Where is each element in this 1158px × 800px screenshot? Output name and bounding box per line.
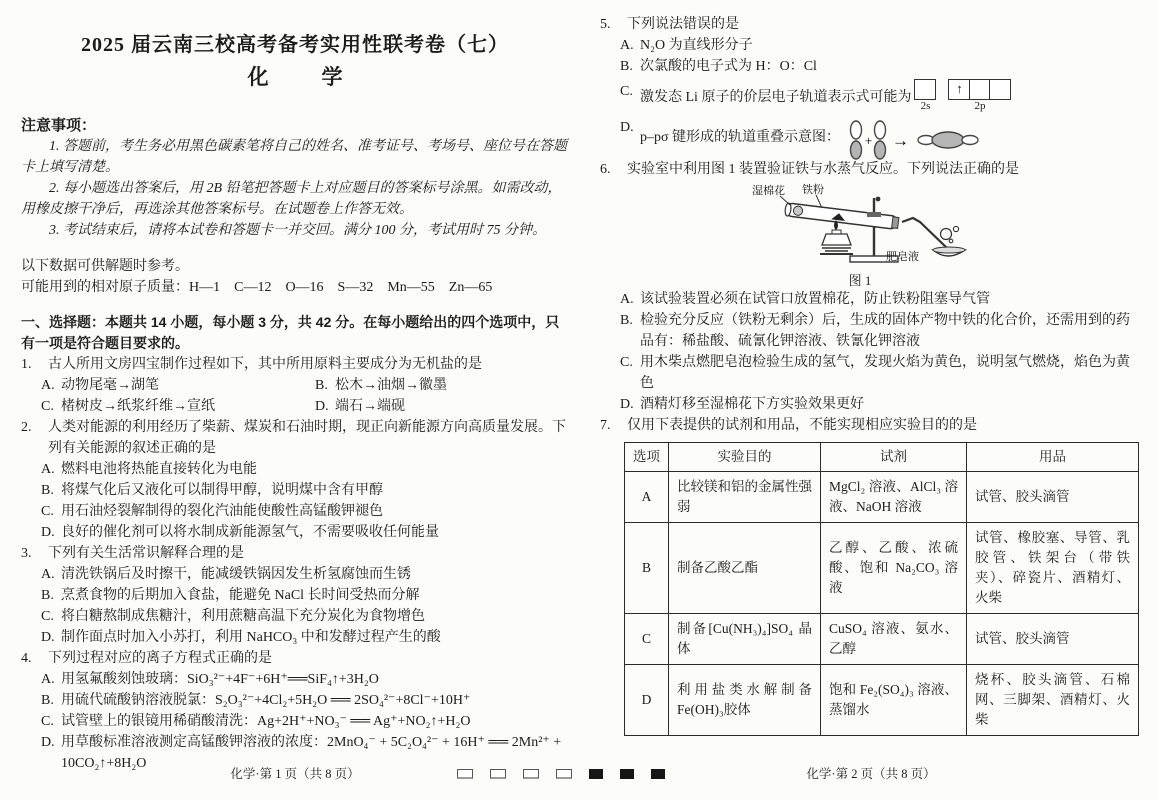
option-label: C.: [41, 714, 54, 729]
option-label: D.: [41, 525, 55, 540]
option-label: B.: [315, 378, 328, 393]
p-orbital-overlap-icon: [844, 119, 994, 161]
cell-supplies: 试管、胶头滴管: [967, 614, 1139, 665]
label-wet-cotton: 湿棉花: [752, 185, 785, 197]
orbital-label-2s: 2s: [920, 100, 931, 112]
option-5c: [600, 81, 1142, 115]
print-mark-outline: [457, 769, 473, 779]
option-label: A.: [620, 292, 634, 307]
stem-text: 仅用下表提供的试剂和用品，不能实现相应实验目的的是: [627, 418, 977, 433]
question-number: 7.: [600, 418, 611, 433]
stem-text: 古人所用文房四宝制作过程如下，其中所用原料主要成分为无机盐的是: [48, 357, 482, 372]
cell-supplies: 烧杯、胶头滴管、石棉网、三脚架、酒精灯、火柴: [967, 665, 1139, 736]
option-5a: [600, 35, 1142, 56]
question-number: 4.: [21, 651, 32, 666]
col-header-supplies: 用品: [967, 443, 1139, 472]
cell-reagents: CuSO₄ 溶液、氨水、乙醇: [821, 614, 967, 665]
label-soap-solution: 肥皂液: [886, 251, 919, 263]
option-label: B.: [41, 588, 54, 603]
option-label: B.: [41, 483, 54, 498]
print-mark-outline: [523, 769, 539, 779]
col-header-reagents: 试剂: [821, 443, 967, 472]
question-1-options-row-1: [21, 375, 569, 396]
option-text: 将白糖熬制成焦糖汁，利用蔗糖高温下充分炭化为食物增色: [61, 609, 425, 624]
cell-option: C: [625, 614, 669, 665]
cell-reagents: 饱和 Fe₂(SO₄)₃ 溶液、蒸馏水: [821, 665, 967, 736]
question-2-stem: [21, 417, 569, 459]
cell-option: A: [625, 472, 669, 523]
cell-option: D: [625, 665, 669, 736]
option-text: 燃料电池将热能直接转化为电能: [61, 462, 257, 477]
option-label: A.: [620, 38, 634, 53]
option-text: 次氯酸的电子式为 H：O：Cl: [640, 59, 817, 74]
option-6c: [600, 352, 1142, 394]
option-label: B.: [620, 313, 633, 328]
option-text: 烹煮食物的后期加入食盐，能避免 NaCl 长时间受热而分解: [61, 588, 420, 603]
cell-option: B: [625, 523, 669, 614]
svg-text:→: →: [892, 131, 910, 150]
question-1-stem: [21, 354, 569, 375]
option-text: p–pσ 键形成的轨道重叠示意图：: [640, 130, 841, 146]
stem-text: 下列有关生活常识解释合理的是: [48, 546, 244, 561]
question-number: 1.: [21, 357, 32, 372]
stem-text: 实验室中利用图 1 装置验证铁与水蒸气反应。下列说法正确的是: [627, 162, 1019, 177]
paper-title: 2025 届云南三校高考备考实用性联考卷（七）: [81, 34, 509, 56]
option-text: 激发态 Li 原子的价层电子轨道表示式可能为: [640, 90, 912, 106]
col-header-purpose: 实验目的: [669, 443, 821, 472]
table-header-row: [625, 443, 1139, 472]
orbital-box-2p-1: ↑: [948, 79, 970, 100]
option-3a: [21, 564, 569, 585]
option-2c: [21, 501, 569, 522]
option-text: 楮树皮→纸浆纤维→宣纸: [61, 399, 215, 414]
option-label: D.: [620, 397, 634, 412]
question-3-stem: [21, 543, 569, 564]
question-number: 2.: [21, 420, 32, 435]
option-text: 酒精灯移至湿棉花下方实验效果更好: [640, 397, 864, 412]
label-iron-powder: 铁粉: [802, 184, 824, 196]
option-label: A.: [41, 567, 55, 582]
cell-supplies: 试管、胶头滴管: [967, 472, 1139, 523]
option-label: B.: [41, 693, 54, 708]
print-mark-outline: [556, 769, 572, 779]
figure-1-caption: 图 1: [848, 273, 872, 288]
option-text: 检验充分反应（铁粉无剩余）后，生成的固体产物中铁的化合价，还需用到的药品有：稀盐酸、硫氰化钾溶液、铁氰化钾溶液: [640, 313, 1130, 349]
option-2a: [21, 459, 569, 480]
question-4-stem: [21, 648, 569, 669]
option-label: A.: [41, 378, 55, 393]
option-6d: [600, 394, 1142, 415]
option-label: C.: [41, 609, 54, 624]
option-3b: [21, 585, 569, 606]
option-6b: [600, 310, 1142, 352]
option-label: D.: [41, 630, 55, 645]
option-3c: [21, 606, 569, 627]
option-equation: 试管壁上的银镜用稀硝酸清洗：Ag+2H⁺+NO₃⁻ ══ Ag⁺+NO₂↑+H₂O: [61, 714, 471, 729]
paper-subject: 化 学: [247, 65, 359, 89]
notice-item-3: 3. 考试结束后，请将本试卷和答题卡一并交回。满分 100 分，考试用时 75 分钟。: [49, 223, 546, 238]
question-7-stem: [600, 415, 1142, 436]
option-label: D.: [620, 120, 634, 135]
option-equation: 用草酸标准溶液测定高锰酸钾溶液的浓度：2MnO₄⁻ + 5C₂O₄²⁻ + 16H⁺ ══ 2Mn²⁺ + 10CO₂↑+8H₂O: [61, 735, 562, 771]
cell-supplies: 试管、橡胶塞、导管、乳胶管、铁架台（带铁夹）、碎瓷片、酒精灯、火柴: [967, 523, 1139, 614]
figure-1-apparatus: [750, 182, 970, 289]
question-number: 3.: [21, 546, 32, 561]
notice-heading: 注意事项：: [21, 117, 97, 134]
orbital-box-2p-2: [969, 79, 991, 100]
question-number: 6.: [600, 162, 611, 177]
notice-item-1: 1. 答题前，考生务必用黑色碳素笔将自己的姓名、准考证号、考场号、座位号在答题卡上填写清楚。: [21, 139, 567, 175]
question-5-stem: [600, 14, 1142, 35]
page-1-column: [21, 0, 569, 774]
stem-text: 下列过程对应的离子方程式正确的是: [48, 651, 272, 666]
option-label: B.: [620, 59, 633, 74]
option-text: 用木柴点燃肥皂泡检验生成的氢气，发现火焰为黄色，说明氢气燃烧，焰色为黄色: [640, 355, 1130, 391]
col-header-option: 选项: [625, 443, 669, 472]
option-1c: [21, 396, 295, 417]
notice-item-2: 2. 每小题选出答案后，用 2B 铅笔把答题卡上对应题目的答案标号涂黑。如需改动，用橡皮擦干净后，再选涂其他答案标号。在试题卷上作答无效。: [21, 181, 562, 217]
option-4a: [21, 669, 569, 690]
option-label: A.: [41, 672, 55, 687]
cell-purpose: 利用盐类水解制备 Fe(OH)₃胶体: [669, 665, 821, 736]
q7-experiment-table: [624, 442, 1139, 736]
print-mark-filled: [589, 769, 603, 779]
cell-reagents: 乙醇、乙酸、浓硫酸、饱和 Na₂CO₃ 溶液: [821, 523, 967, 614]
apparatus-diagram: [750, 182, 970, 266]
table-row-d: [625, 665, 1139, 736]
table-row-c: [625, 614, 1139, 665]
option-1b: [295, 375, 569, 396]
cell-purpose: 比较镁和铝的金属性强弱: [669, 472, 821, 523]
reference-data: [21, 256, 569, 298]
option-2b: [21, 480, 569, 501]
orbital-box-2s: [914, 79, 936, 100]
section-heading: 一、选择题：本题共 14 小题，每小题 3 分，共 42 分。在每小题给出的四个选项中，只有一项是符合题目要求的。: [21, 314, 560, 351]
cell-reagents: MgCl₂ 溶液、AlCl₃ 溶液、NaOH 溶液: [821, 472, 967, 523]
orbital-label-2p: 2p: [974, 100, 986, 112]
option-text: 动物尾毫→湖笔: [61, 378, 159, 393]
option-1d: [295, 396, 569, 417]
option-equation: 用氢氟酸刻蚀玻璃：SiO₃²⁻+4F⁻+6H⁺══SiF₄↑+3H₂O: [61, 672, 379, 687]
option-label: C.: [620, 84, 633, 99]
table-row-b: [625, 523, 1139, 614]
orbital-box-2p-3: [989, 79, 1011, 100]
orbital-box-diagram: [914, 79, 1011, 113]
option-3d: [21, 627, 569, 648]
cell-purpose: 制备乙酸乙酯: [669, 523, 821, 614]
stem-text: 人类对能源的利用经历了柴薪、煤炭和石油时期，现正向新能源方向高质量发展。下列有关能源的叙述正确的是: [48, 420, 566, 456]
table-row-a: [625, 472, 1139, 523]
svg-text:+: +: [865, 133, 873, 148]
option-text: 松木→油烟→徽墨: [335, 378, 447, 393]
reference-line-1: 以下数据可供解题时参考。: [21, 259, 189, 274]
question-number: 5.: [600, 17, 611, 32]
question-1-options-row-2: [21, 396, 569, 417]
option-text: 用石油烃裂解制得的裂化汽油能使酸性高锰酸钾褪色: [61, 504, 383, 519]
question-6-stem: [600, 159, 1142, 180]
option-text: 将煤气化后又液化可以制得甲醇，说明煤中含有甲醇: [61, 483, 383, 498]
print-mark-outline: [490, 769, 506, 779]
page-footer-left: 化学·第 1 页（共 8 页）: [230, 767, 360, 781]
option-label: D.: [41, 735, 55, 750]
option-2d: [21, 522, 569, 543]
option-label: D.: [315, 399, 329, 414]
option-6a: [600, 289, 1142, 310]
option-label: C.: [41, 504, 54, 519]
option-equation: 用硫代硫酸钠溶液脱氯：S₂O₃²⁻+4Cl₂+5H₂O ══ 2SO₄²⁻+8Cl⁻+10H⁺: [61, 693, 471, 708]
option-text: 清洗铁锅后及时擦干，能减缓铁锅因发生析氢腐蚀而生锈: [61, 567, 411, 582]
option-text: 制作面点时加入小苏打，利用 NaHCO₃ 中和发酵过程产生的酸: [61, 630, 441, 645]
option-label: C.: [620, 355, 633, 370]
print-mark-filled: [651, 769, 665, 779]
option-4c: [21, 711, 569, 732]
reference-line-2: 可能用到的相对原子质量：H—1 C—12 O—16 S—32 Mn—55 Zn—65: [21, 280, 493, 295]
option-1a: [21, 375, 295, 396]
print-registration-marks: [457, 769, 682, 790]
cell-purpose: 制备[Cu(NH₃)₄]SO₄ 晶体: [669, 614, 821, 665]
page-footer-right: 化学·第 2 页（共 8 页）: [806, 767, 936, 781]
option-label: C.: [41, 399, 54, 414]
stem-text: 下列说法错误的是: [627, 17, 739, 32]
option-text: 该试验装置必须在试管口放置棉花，防止铁粉阻塞导气管: [640, 292, 990, 307]
option-text: N₂O 为直线形分子: [640, 38, 753, 53]
option-4b: [21, 690, 569, 711]
option-5b: [600, 56, 1142, 77]
option-label: A.: [41, 462, 55, 477]
option-text: 良好的催化剂可以将水制成新能源氢气，不需要吸收任何能量: [61, 525, 439, 540]
print-mark-filled: [620, 769, 634, 779]
option-5d: [600, 117, 1142, 159]
page-2-column: [600, 0, 1142, 736]
option-text: 端石→端砚: [335, 399, 405, 414]
